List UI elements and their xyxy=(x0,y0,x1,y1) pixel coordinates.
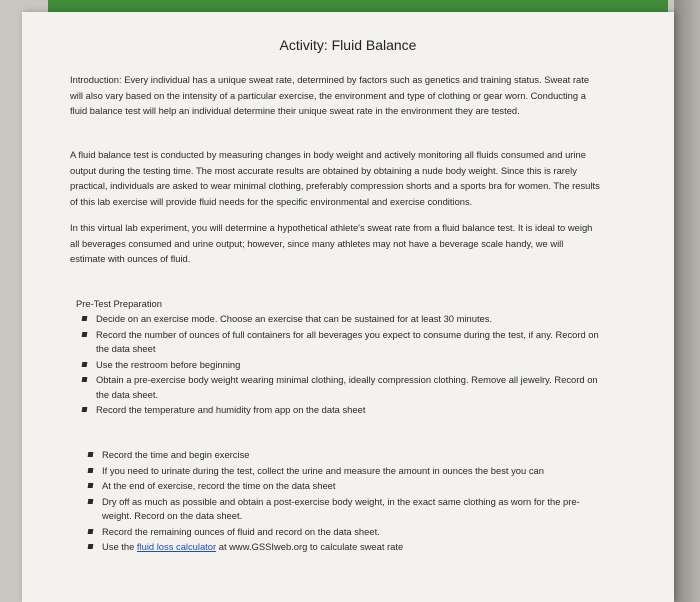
list-item xyxy=(80,312,600,327)
list-item-text: Record the remaining ounces of fluid and record on the data sheet. xyxy=(102,525,380,537)
green-header-bar xyxy=(48,0,668,12)
list-item xyxy=(80,358,600,373)
bullet-icon xyxy=(82,377,88,382)
list-item-text: Dry off as much as possible and obtain a post-exercise body weight, in the exact same clothing as worn for the pre-weight. Record on the data sheet. xyxy=(102,495,580,521)
list-item xyxy=(86,525,606,540)
list-item xyxy=(86,495,606,524)
list-item xyxy=(86,479,606,494)
list-item xyxy=(86,464,606,479)
bullet-icon xyxy=(88,529,94,534)
bullet-icon xyxy=(82,316,88,321)
pretest-heading: Pre-Test Preparation xyxy=(76,298,162,309)
list-item-text: At the end of exercise, record the time on the data sheet xyxy=(102,480,336,491)
document-page xyxy=(22,12,674,602)
bullet-icon xyxy=(82,332,88,337)
fluid-loss-calculator-link[interactable]: fluid loss calculator xyxy=(136,541,217,552)
list-item-text: Obtain a pre-exercise body weight wearing minimal clothing, ideally compression clothing. Remove all jewelry. Record on the data sheet. xyxy=(96,374,598,400)
list-item-text: If you need to urinate during the test, collect the urine and measure the amount in ounces the best you can xyxy=(102,464,544,476)
bullet-icon xyxy=(82,362,88,367)
list-item xyxy=(86,540,606,555)
list-item-text: Record the temperature and humidity from app on the data sheet xyxy=(96,404,366,415)
binder-edge-shadow xyxy=(674,0,700,602)
pretest-list xyxy=(80,312,600,419)
last-item-suffix: at www.GSSIweb.org to calculate sweat rate xyxy=(216,541,404,552)
list-item xyxy=(86,448,606,463)
list-item-text: Record the time and begin exercise xyxy=(102,449,250,460)
list-item-text: Decide on an exercise mode. Choose an exercise that can be sustained for at least 30 minutes. xyxy=(96,313,493,324)
method-paragraph: A fluid balance test is conducted by measuring changes in body weight and actively monitoring all fluids consumed and urine output during the testing time. The most accurate results are obtained by obtaining a nude body weight. Since this is rarely practical, individuals are asked to wear minimal clothing, preferably compression shorts and a sports bra for women. The results of this lab exercise will provide fluid needs for the specific environmental and exercise conditions. xyxy=(70,149,600,207)
test-procedure-list xyxy=(86,448,606,556)
bullet-icon xyxy=(88,452,94,457)
bullet-icon xyxy=(88,499,94,504)
list-item-text: Use the restroom before beginning xyxy=(96,358,241,370)
bullet-icon xyxy=(88,468,94,473)
list-item xyxy=(80,373,600,402)
bullet-icon xyxy=(88,483,94,488)
lab-paragraph: In this virtual lab experiment, you will determine a hypothetical athlete's sweat rate from a fluid balance test. It is ideal to weigh all beverages consumed and urine output; however, since many athletes may not have a beverage scale handy, we will estimate with ounces of fluid. xyxy=(70,222,593,264)
list-item xyxy=(80,403,600,418)
intro-paragraph: Introduction: Every individual has a unique sweat rate, determined by factors such as genetics and training status. Sweat rate will also vary based on the intensity of a particular exercise, the environment and type of clothing or gear worn. Conducting a fluid balance test will help an individual determine their unique sweat rate in the environment they are tested. xyxy=(70,74,590,116)
list-item xyxy=(80,328,600,357)
list-item-text: Record the number of ounces of full containers for all beverages you expect to consume during the test, if any. Record on the data sheet xyxy=(96,328,599,354)
last-item-prefix: Use the xyxy=(102,541,137,552)
bullet-icon xyxy=(82,407,88,412)
bullet-icon xyxy=(88,544,94,549)
page-title: Activity: Fluid Balance xyxy=(279,37,417,53)
